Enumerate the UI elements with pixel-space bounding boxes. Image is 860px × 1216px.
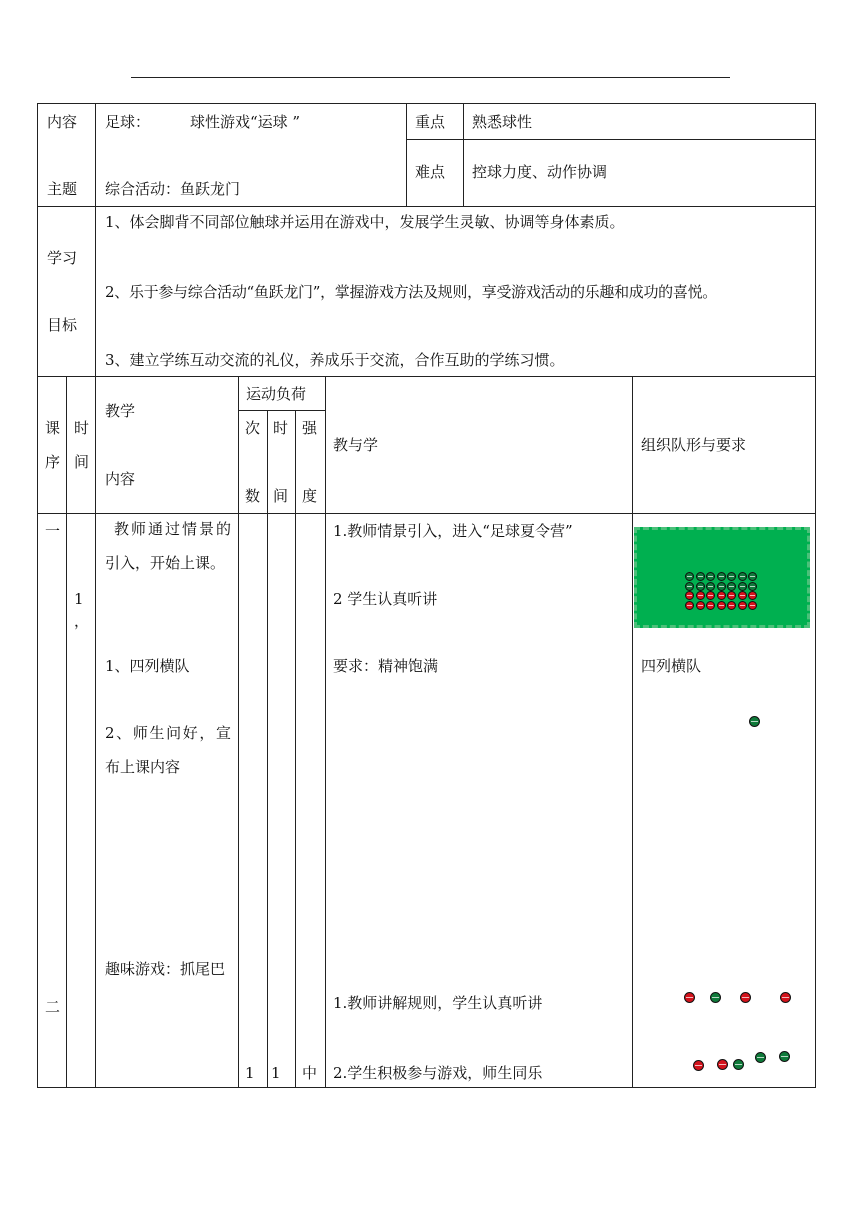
col-duration-top: 时 [273, 419, 289, 437]
student-red [717, 591, 726, 600]
table-border-right [815, 103, 816, 1088]
student-red [685, 601, 694, 610]
student-green [748, 572, 757, 581]
row-divider-key [406, 139, 816, 140]
student-green [717, 572, 726, 581]
student-red [740, 992, 751, 1003]
section1-org-label: 四列横队 [641, 657, 702, 675]
col-divider-count [267, 410, 268, 1088]
goals-label-top: 学习 [47, 249, 78, 267]
section1-item2: 2、师生问好，宣布上课内容 [105, 724, 231, 776]
section2-teach2: 2.学生积极参与游戏，师生同乐 [333, 1064, 543, 1082]
section1-teach3: 要求：精神饱满 [333, 657, 439, 675]
goals-label-bottom: 目标 [47, 316, 78, 334]
student-red [748, 591, 757, 600]
section2-teach1: 1.教师讲解规则，学生认真听讲 [333, 994, 543, 1012]
student-green [727, 582, 736, 591]
section2-intensity: 中 [302, 1064, 318, 1082]
col-teach: 教与学 [333, 436, 379, 454]
goal-item-2: 2、乐于参与综合活动“鱼跃龙门”，掌握游戏方法及规则，享受游戏活动的乐趣和成功的喜悦。 [105, 283, 717, 301]
topic-activity: 综合活动：鱼跃龙门 [105, 180, 241, 198]
header-rule [131, 77, 730, 78]
key-point-label: 重点 [415, 113, 446, 131]
section1-teach2: 2 学生认真听讲 [333, 590, 438, 608]
col-count-bottom: 数 [245, 487, 261, 505]
col-org: 组织队形与要求 [641, 436, 747, 454]
col-order-bottom: 序 [45, 453, 61, 471]
field-diagram [634, 527, 810, 628]
section1-item1: 1、四列横队 [105, 657, 190, 675]
section1-teach1: 1.教师情景引入，进入“足球夏令营” [333, 522, 573, 540]
student-red [738, 591, 747, 600]
col-divider-load [325, 376, 326, 1088]
col-divider-content [238, 376, 239, 1088]
key-point-value: 熟悉球性 [472, 113, 533, 131]
student-green [727, 572, 736, 581]
col-divider-duration [295, 410, 296, 1088]
topic-label-top: 内容 [47, 113, 78, 131]
table-border-top [37, 103, 816, 104]
topic-game: 球性游戏“运球 ” [190, 113, 301, 131]
student-green [706, 582, 715, 591]
col-divider-teach [632, 376, 633, 1088]
col-time-top: 时 [74, 419, 90, 437]
difficulty-value: 控球力度、动作协调 [472, 163, 608, 181]
student-red [717, 601, 726, 610]
student-red [684, 992, 695, 1003]
student-red [693, 1060, 704, 1071]
student-green [738, 582, 747, 591]
section2-count: 1 [245, 1064, 255, 1082]
topic-label-bottom: 主题 [47, 180, 78, 198]
student-red [727, 591, 736, 600]
student-red [727, 601, 736, 610]
student-red [780, 992, 791, 1003]
table-border-bottom [37, 1087, 816, 1088]
difficulty-label: 难点 [415, 163, 446, 181]
col-content-top: 教学 [105, 402, 136, 420]
section2-content: 趣味游戏：抓尾巴 [105, 960, 226, 978]
goal-item-1: 1、体会脚背不同部位触球并运用在游戏中，发展学生灵敏、协调等身体素质。 [105, 213, 625, 231]
student-green [685, 582, 694, 591]
col-divider-topic [95, 103, 96, 207]
student-red [717, 1059, 728, 1070]
goal-item-3: 3、建立学练互动交流的礼仪，养成乐于交流，合作互助的学练习惯。 [105, 351, 565, 369]
student-green [696, 572, 705, 581]
row-divider-topic [37, 206, 816, 207]
section1-time-mark: ， [74, 612, 90, 630]
col-time-bottom: 间 [74, 453, 90, 471]
teacher-marker [749, 716, 760, 727]
student-green [779, 1051, 790, 1062]
section1-order: 一 [45, 522, 61, 540]
student-red [696, 591, 705, 600]
student-red [706, 591, 715, 600]
col-divider-key-value [463, 103, 464, 207]
col-content-bottom: 内容 [105, 470, 136, 488]
student-red [696, 601, 705, 610]
student-red [706, 601, 715, 610]
table-border-left [37, 103, 38, 1088]
student-red [685, 591, 694, 600]
col-divider-time [95, 376, 96, 1088]
student-green [710, 992, 721, 1003]
student-green [685, 572, 694, 581]
student-green [733, 1059, 744, 1070]
col-divider-order [66, 376, 67, 1088]
student-red [738, 601, 747, 610]
student-green [696, 582, 705, 591]
student-green [755, 1052, 766, 1063]
col-count-top: 次 [245, 419, 261, 437]
section1-intro: 教师通过情景的引入，开始上课。 [105, 520, 231, 572]
student-green [748, 582, 757, 591]
col-intensity-top: 强 [302, 419, 318, 437]
col-divider-goals [95, 206, 96, 377]
section2-order: 二 [45, 998, 61, 1016]
section1-time: 1 [74, 590, 84, 608]
topic-prefix: 足球： [105, 113, 151, 131]
col-load: 运动负荷 [246, 385, 307, 403]
student-green [706, 572, 715, 581]
student-green [717, 582, 726, 591]
col-divider-key-label [406, 103, 407, 207]
col-duration-bottom: 间 [273, 487, 289, 505]
section2-duration: 1 [271, 1064, 281, 1082]
student-red [748, 601, 757, 610]
col-order-top: 课 [45, 419, 61, 437]
col-intensity-bottom: 度 [302, 487, 318, 505]
row-divider-load [238, 410, 325, 411]
student-green [738, 572, 747, 581]
row-divider-goals [37, 376, 816, 377]
